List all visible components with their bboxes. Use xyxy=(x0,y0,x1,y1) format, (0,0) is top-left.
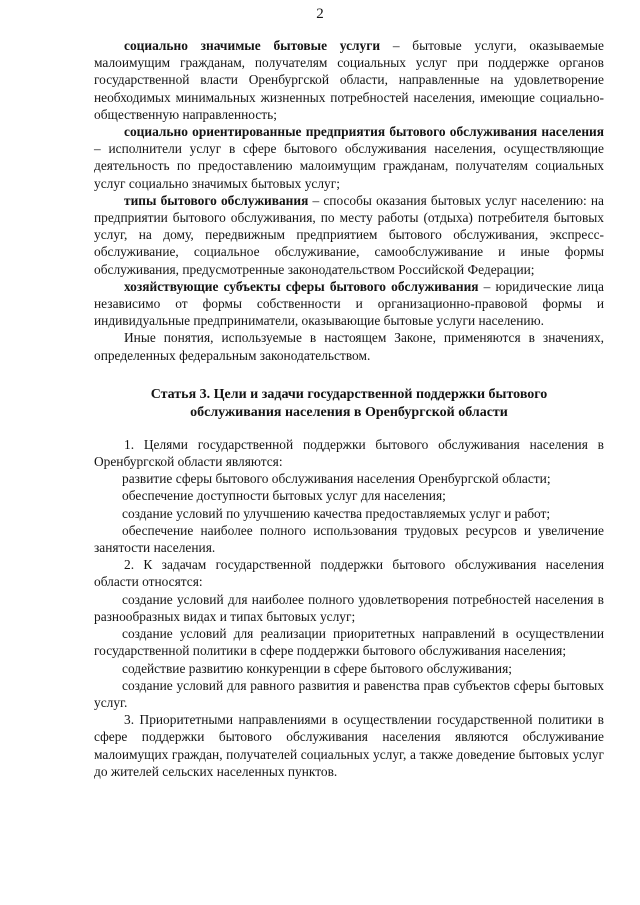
definition-paragraph xyxy=(94,37,604,123)
list-item: содействие развитию конкуренции в сфере бытового обслуживания; xyxy=(122,660,512,676)
other-terms-paragraph: Иные понятия, используемые в настоящем Законе, применяются в значениях, определенных федеральным законодательством. xyxy=(94,330,604,363)
definition-term: хозяйствующие субъекты сферы бытового обслуживания xyxy=(124,278,479,294)
list-item: создание условий для наиболее полного удовлетворения потребностей населения в разнообразных видах и типах бытовых услуг; xyxy=(94,591,604,624)
list-item: развитие сферы бытового обслуживания населения Оренбургской области; xyxy=(122,471,551,487)
list-item: обеспечение доступности бытовых услуг для населения; xyxy=(122,488,446,504)
article-heading-line: обслуживания населения в Оренбургской области xyxy=(190,404,508,420)
definition-term: социально ориентированные предприятия бытового обслуживания населения xyxy=(124,124,604,140)
definition-text: – исполнители услуг в сфере бытового обслуживания населения, осуществляющие деятельность по предоставлению малоимущим гражданам, получателям социальных услуг социально значимых бытовых услуг; xyxy=(94,141,604,191)
article-paragraph-intro: 2. К задачам государственной поддержки бытового обслуживания населения области относятся: xyxy=(94,557,604,590)
article-paragraph: 3. Приоритетными направлениями в осуществлении государственной политики в сфере поддержки бытового обслуживания населения являются обслуживание малоимущих граждан, получателей социальных услуг, а также доведение бытовых услуг до жителей сельских населенных пунктов. xyxy=(94,712,604,779)
article-heading-line: Статья 3. Цели и задачи государственной поддержки бытового xyxy=(150,386,548,402)
definition-text: – бытовые услуги, оказываемые малоимущим гражданам, получателям социальных услуг при поддержке органов государственной власти Оренбургской области, направленные на удовлетворение необходимых минимальных жизненных потребностей населения, имеющие социально-общественную направленность; xyxy=(94,38,604,122)
definition-text: – юридические лица независимо от формы собственности и организационно-правовой формы и индивидуальные предприниматели, оказывающие бытовые услуги населению. xyxy=(94,278,604,329)
definition-term: типы бытового обслуживания xyxy=(124,192,309,208)
article-paragraph-intro: 1. Целями государственной поддержки бытового обслуживания населения в Оренбургской области являются: xyxy=(94,436,604,470)
definition-text: – способы оказания бытовых услуг населению: на предприятии бытового обслуживания, по месту работы (отдыха) потребителя бытовых услуг, на дому, передвижным предприятием бытового обслуживания, экспресс-обслуживание, социальное обслуживание, самообслуживание и иные формы обслуживания, предусмотренные законодательством Российской Федерации; xyxy=(94,192,604,277)
document-body xyxy=(94,37,604,780)
list-item: создание условий по улучшению качества предоставляемых услуг и работ; xyxy=(122,505,551,521)
definition-paragraph xyxy=(94,192,604,278)
list-item: обеспечение наиболее полного использования трудовых ресурсов и увеличение занятости населения. xyxy=(94,522,604,556)
definition-paragraph xyxy=(94,278,604,330)
definition-paragraph xyxy=(94,123,604,192)
list-item: создание условий для реализации приоритетных направлений в осуществлении государственной политики в сфере поддержки бытового обслуживания населения; xyxy=(94,626,604,659)
definition-term: социально значимые бытовые услуги xyxy=(124,38,381,53)
list-item: создание условий для равного развития и равенства прав субъектов сферы бытовых услуг. xyxy=(94,677,604,710)
article-heading xyxy=(94,386,604,422)
page-number: 2 xyxy=(316,6,324,22)
